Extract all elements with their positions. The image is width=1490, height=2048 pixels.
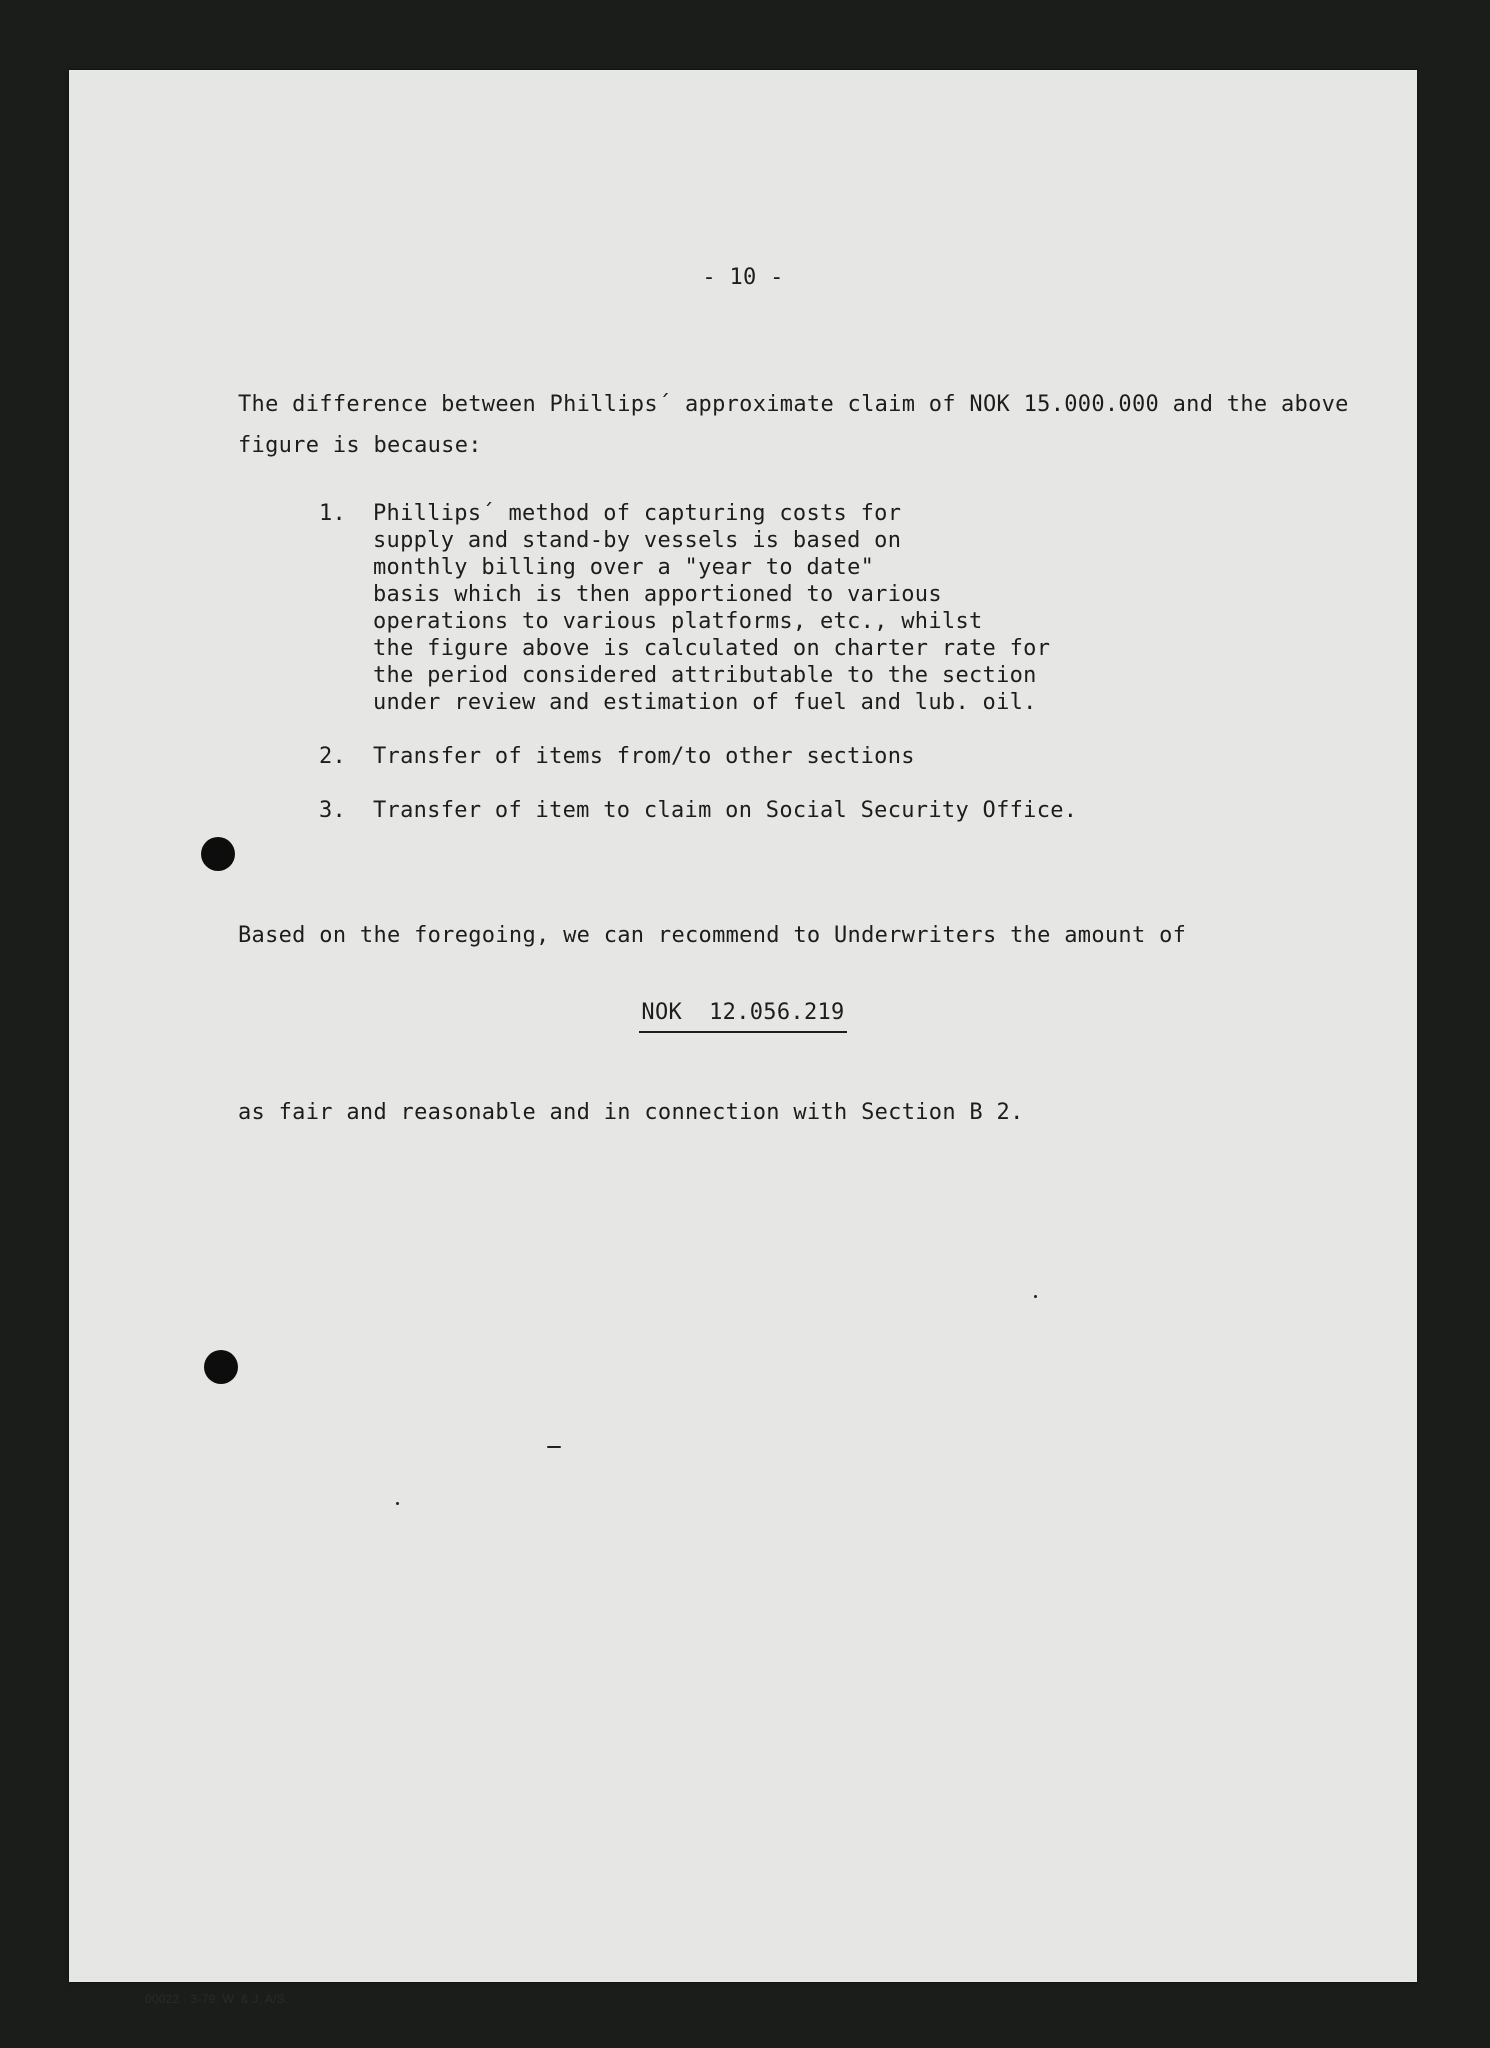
list-item-line: Phillips´ method of capturing costs for	[373, 501, 902, 526]
punch-hole	[204, 1350, 238, 1384]
recommended-amount	[69, 1000, 1417, 1033]
closing-paragraph: as fair and reasonable and in connection with Section B 2.	[238, 1100, 1024, 1125]
list-item-number: 3.	[319, 798, 347, 823]
list-item-line: supply and stand-by vessels is based on	[373, 528, 902, 553]
list-item-line: monthly billing over a "year to date"	[373, 555, 875, 580]
list-item	[319, 743, 1219, 770]
list-item-line: under review and estimation of fuel and lub. oil.	[373, 690, 1037, 715]
document-page	[69, 70, 1417, 2006]
dust-speck	[1034, 1295, 1037, 1298]
list-item	[319, 500, 1219, 716]
recommended-amount-value: NOK 12.056.219	[639, 1000, 846, 1033]
dust-speck	[396, 1502, 399, 1505]
list-item-line: the period considered attributable to the section	[373, 663, 1037, 688]
reasons-list	[319, 500, 1219, 851]
dust-speck	[547, 1446, 561, 1448]
punch-hole	[201, 837, 235, 871]
list-item-line: Transfer of item to claim on Social Security Office.	[373, 798, 1078, 823]
page-number: - 10 -	[702, 265, 784, 290]
list-item-line: the figure above is calculated on charter rate for	[373, 636, 1051, 661]
recommendation-paragraph: Based on the foregoing, we can recommend to Underwriters the amount of	[238, 923, 1187, 948]
list-item-line: operations to various platforms, etc., whilst	[373, 609, 983, 634]
printer-mark: 00022 · 3-79. W. & J. A/S.	[145, 1992, 289, 2006]
list-item-line: Transfer of items from/to other sections	[373, 744, 915, 769]
intro-paragraph: The difference between Phillips´ approximate claim of NOK 15.000.000 and the above figure is because:	[238, 392, 1349, 458]
list-item	[319, 797, 1219, 824]
list-item-number: 1.	[319, 501, 347, 526]
list-item-number: 2.	[319, 744, 347, 769]
list-item-line: basis which is then apportioned to various	[373, 582, 942, 607]
